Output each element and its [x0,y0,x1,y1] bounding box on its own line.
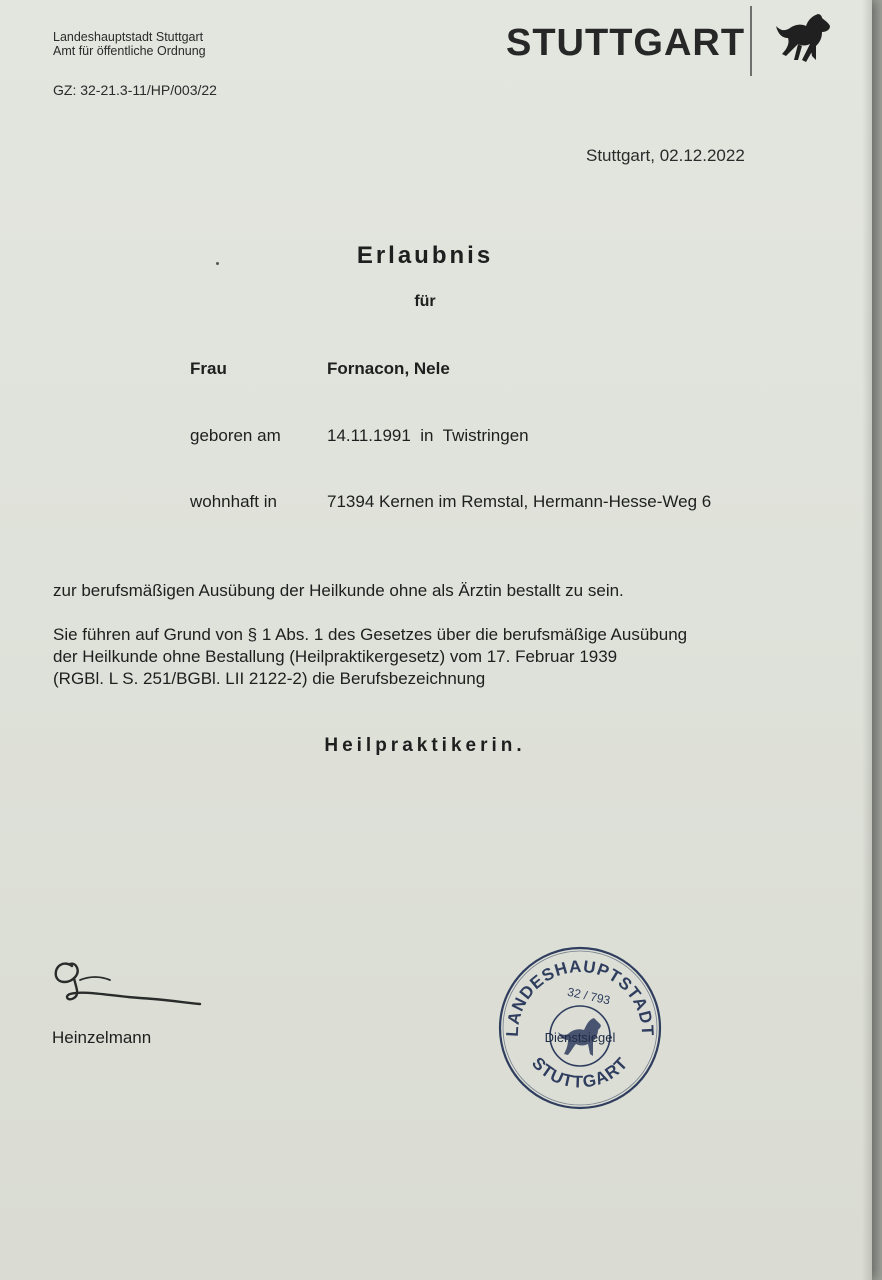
paper-edge-shadow [862,0,872,1280]
handwritten-signature [50,950,210,1020]
purpose-text: zur berufsmäßigen Ausübung der Heilkunde ohne als Ärztin bestallt zu sein. [53,581,624,600]
svg-text:Dienstsiegel: Dienstsiegel [544,1030,616,1045]
residence-value: 71394 Kernen im Remstal, Hermann-Hesse-Weg 6 [327,492,712,511]
person-name: Fornacon, Nele [327,359,450,378]
birth-label: geboren am [190,426,281,445]
residence-label: wohnhaft in [190,492,277,511]
stuttgart-logo-text: STUTTGART [506,22,746,64]
legal-text-line-3: (RGBl. L S. 251/BGBl. LII 2122-2) die Berufsbezeichnung [53,669,486,688]
legal-text-line-1: Sie führen auf Grund von § 1 Abs. 1 des Gesetzes über die berufsmäßige Ausübung [53,625,688,644]
stuttgart-horse-logo-icon [772,10,834,70]
document-title: Erlaubnis [356,242,494,269]
document-subtitle: für [414,293,436,310]
svg-text:32 / 793: 32 / 793 [566,984,612,1008]
profession-title: Heilpraktikerin. [324,735,526,756]
reference-number: GZ: 32-21.3-11/HP/003/22 [53,82,217,98]
birth-value: 14.11.1991 in Twistringen [327,426,529,445]
legal-text-line-2: der Heilkunde ohne Bestallung (Heilpraktikergesetz) vom 17. Februar 1939 [53,647,618,666]
place-and-date: Stuttgart, 02.12.2022 [586,146,745,165]
svg-text:LANDESHAUPTSTADT: LANDESHAUPTSTADT [502,956,658,1038]
svg-text:STUTTGART: STUTTGART [528,1053,632,1092]
signer-name: Heinzelmann [52,1028,152,1047]
department-name: Amt für öffentliche Ordnung [53,44,206,58]
official-seal-stamp [494,942,666,1114]
authority-name: Landeshauptstadt Stuttgart [53,30,204,44]
salutation-label: Frau [190,359,227,378]
logo-divider [750,6,752,76]
